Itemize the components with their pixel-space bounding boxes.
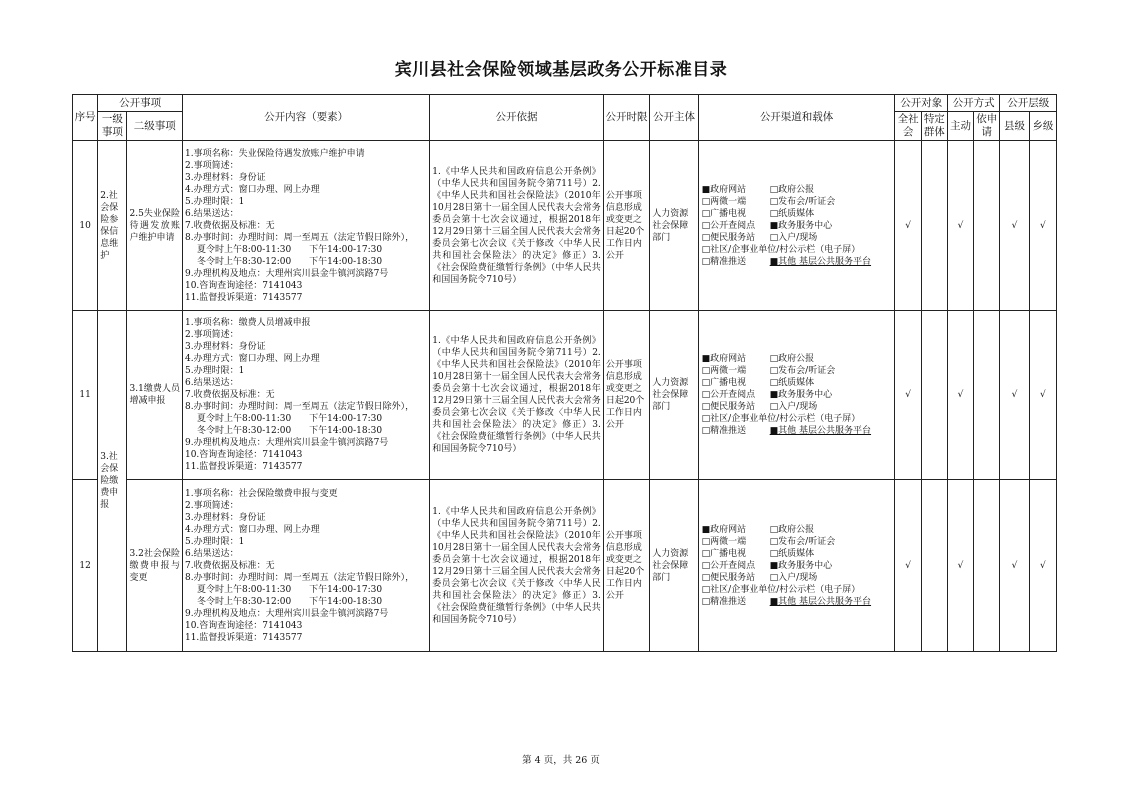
cell-seq: 12 — [73, 480, 98, 652]
content-line: 4.办理方式：窗口办理、网上办理 — [184, 354, 320, 364]
header-basis: 公开依据 — [430, 95, 604, 141]
channel-item: □政府公报 — [769, 354, 815, 364]
content-line: 10.咨询查询途径：7141043 — [184, 450, 303, 460]
channel-item: □精准推送 — [701, 426, 747, 436]
header-subject: 公开主体 — [650, 95, 698, 141]
channel-item: □广播电视 — [701, 548, 747, 559]
channel-item: □发布会/听证会 — [769, 196, 836, 207]
content-line: 10.咨询查询途径：7141043 — [184, 620, 303, 631]
content-line: 冬令时上午8:30-12:00 下午14:00-18:30 — [196, 426, 383, 436]
header-method-group: 公开方式 — [947, 95, 999, 112]
channel-item: □两微一端 — [701, 196, 747, 207]
content-line: 7.收费依据及标准：无 — [184, 560, 275, 571]
check-aud-spec — [921, 311, 947, 480]
channel-item: □社区/企事业单位/村公示栏（电子屏） — [701, 414, 861, 424]
cell-subject: 人力资源社会保障部门 — [650, 480, 698, 652]
channel-item: □广播电视 — [701, 378, 747, 388]
channel-item: ■其他 基层公共服务平台 — [769, 256, 872, 267]
channel-item: □入户/现场 — [769, 402, 818, 412]
page-footer: 第 4 页，共 26 页 — [522, 755, 600, 766]
cell-content — [182, 141, 429, 311]
check-town: √ — [1029, 311, 1056, 480]
channel-item: ■政府网站 — [701, 184, 747, 195]
content-line: 3.办理材料：身份证 — [184, 172, 266, 183]
table-row — [73, 141, 1057, 311]
cell-level2: 3.2社会保险缴费申报与变更 — [127, 480, 183, 652]
content-line: 5.办理时限：1 — [184, 366, 245, 376]
check-aud-spec — [921, 141, 947, 311]
content-line: 5.办理时限：1 — [184, 196, 245, 207]
channel-row — [702, 548, 895, 560]
cell-channels — [698, 311, 895, 480]
channel-item: □政府公报 — [769, 184, 815, 195]
channel-row — [702, 413, 895, 425]
cell-subject: 人力资源社会保障部门 — [650, 141, 698, 311]
cell-level2: 3.1缴费人员增减申报 — [127, 311, 183, 480]
channel-item: □两微一端 — [701, 536, 747, 547]
cell-basis: 1.《中华人民共和国政府信息公开条例》（中华人民共和国国务院令第711号）2.《中华人民共和国社会保险法》（2010年10月28日第十一届全国人民代表大会常务委员会第十七次会议通过，根据2018年12月29日第十三届全国人民代表大会常务委员会第七次会议《关于修改〈中华人民共和国社会保险法〉的决定》修正）3.《社会保险费征缴暂行条例》（中华人民共和国国务院令710号） — [430, 480, 604, 652]
page-title: 宾川县社会保险领域基层政务公开标准目录 — [394, 60, 728, 80]
content-line: 2.事项简述： — [184, 160, 239, 171]
header-seq: 序号 — [73, 95, 98, 141]
header-method-active: 主动 — [947, 112, 973, 141]
channel-item: □便民服务站 — [701, 232, 756, 243]
content-line: 夏令时上午8:00-11:30 下午14:00-17:30 — [196, 414, 383, 424]
channel-item: □两微一端 — [701, 366, 747, 376]
channel-item: □精准推送 — [701, 596, 747, 607]
content-line: 8.办事时间：办理时间：周一至周五（法定节假日除外）， — [184, 402, 415, 412]
content-line: 9.办理机构及地点：大理州宾川县金牛镇河滨路7号 — [184, 438, 389, 448]
channel-item: □纸质媒体 — [769, 548, 815, 559]
channel-item: ■其他 基层公共服务平台 — [769, 596, 872, 607]
catalog-table — [72, 94, 1057, 652]
header-audience-specific: 特定群体 — [921, 112, 947, 141]
cell-content — [182, 480, 429, 652]
channel-item: □纸质媒体 — [769, 208, 815, 219]
header-level-group: 公开层级 — [1000, 95, 1057, 112]
check-active: √ — [947, 311, 973, 480]
channel-item: □发布会/听证会 — [769, 536, 836, 547]
channel-row — [702, 596, 895, 608]
channel-item: □广播电视 — [701, 208, 747, 219]
channel-item: □发布会/听证会 — [769, 366, 836, 376]
header-level-county: 县级 — [1000, 112, 1029, 141]
check-aud-all: √ — [895, 311, 921, 480]
check-active: √ — [947, 141, 973, 311]
content-line: 2.事项简述： — [184, 500, 239, 511]
content-line: 夏令时上午8:00-11:30 下午14:00-17:30 — [196, 584, 383, 595]
content-line: 7.收费依据及标准：无 — [184, 220, 275, 231]
cell-level1: 3.社会保险缴费申报 — [98, 311, 127, 652]
content-line: 6.结果送达： — [184, 378, 239, 388]
header-level1: 一级事项 — [98, 112, 127, 141]
cell-time-limit: 公开事项信息形成或变更之日起20个工作日内公开 — [603, 141, 649, 311]
channel-row — [702, 184, 895, 196]
check-request — [974, 311, 1000, 480]
channel-item: □便民服务站 — [701, 402, 756, 412]
channel-item: □公开查阅点 — [701, 560, 756, 571]
check-aud-spec — [921, 480, 947, 652]
header-audience-group: 公开对象 — [895, 95, 947, 112]
channel-item: □便民服务站 — [701, 572, 756, 583]
channel-row — [702, 244, 895, 256]
channel-item: □入户/现场 — [769, 232, 818, 243]
header-level2: 二级事项 — [127, 112, 183, 141]
content-line: 2.事项简述： — [184, 330, 239, 340]
header-channels: 公开渠道和载体 — [698, 95, 895, 141]
channel-item: ■政府网站 — [701, 354, 747, 364]
channel-row — [702, 560, 895, 572]
content-line: 9.办理机构及地点：大理州宾川县金牛镇河滨路7号 — [184, 268, 389, 279]
content-line: 夏令时上午8:00-11:30 下午14:00-17:30 — [196, 244, 383, 255]
cell-level2: 2.5失业保险待遇发放账户维护申请 — [127, 141, 183, 311]
channel-row — [702, 353, 895, 365]
cell-content — [182, 311, 429, 480]
content-line: 7.收费依据及标准：无 — [184, 390, 275, 400]
channel-item: ■其他 基层公共服务平台 — [769, 426, 872, 436]
cell-subject: 人力资源社会保障部门 — [650, 311, 698, 480]
header-content: 公开内容（要素） — [182, 95, 429, 141]
channel-item: □纸质媒体 — [769, 378, 815, 388]
header-method-request: 依申请 — [974, 112, 1000, 141]
channel-row — [702, 425, 895, 437]
channel-item: □公开查阅点 — [701, 390, 756, 400]
channel-item: ■政府网站 — [701, 524, 747, 535]
content-line: 5.办理时限：1 — [184, 536, 245, 547]
content-line: 冬令时上午8:30-12:00 下午14:00-18:30 — [196, 596, 383, 607]
header-level-town: 乡级 — [1029, 112, 1056, 141]
content-line: 11.监督投诉渠道：7143577 — [184, 292, 303, 303]
channel-item: □精准推送 — [701, 256, 747, 267]
content-line: 8.办事时间：办理时间：周一至周五（法定节假日除外）， — [184, 572, 415, 583]
cell-level1: 2.社会保险参保信息维护 — [98, 141, 127, 311]
check-town: √ — [1029, 141, 1056, 311]
check-aud-all: √ — [895, 141, 921, 311]
check-active: √ — [947, 480, 973, 652]
channel-row — [702, 365, 895, 377]
channel-item: □政府公报 — [769, 524, 815, 535]
channel-row — [702, 401, 895, 413]
cell-seq: 11 — [73, 311, 98, 480]
channel-item: □社区/企事业单位/村公示栏（电子屏） — [701, 244, 861, 255]
check-request — [974, 141, 1000, 311]
check-county: √ — [1000, 141, 1029, 311]
channel-item: ■政务服务中心 — [769, 560, 833, 571]
content-line: 11.监督投诉渠道：7143577 — [184, 632, 303, 643]
content-line: 6.结果送达： — [184, 208, 239, 219]
channel-item: □公开查阅点 — [701, 220, 756, 231]
header-time-limit: 公开时限 — [603, 95, 649, 141]
channel-row — [702, 196, 895, 208]
channel-row — [702, 572, 895, 584]
channel-item: ■政务服务中心 — [769, 220, 833, 231]
channel-row — [702, 377, 895, 389]
check-county: √ — [1000, 480, 1029, 652]
content-line: 4.办理方式：窗口办理、网上办理 — [184, 184, 320, 195]
content-line: 4.办理方式：窗口办理、网上办理 — [184, 524, 320, 535]
check-aud-all: √ — [895, 480, 921, 652]
content-line: 11.监督投诉渠道：7143577 — [184, 462, 303, 472]
channel-row — [702, 524, 895, 536]
cell-time-limit: 公开事项信息形成或变更之日起20个工作日内公开 — [603, 480, 649, 652]
header-items-group: 公开事项 — [98, 95, 183, 112]
content-line: 10.咨询查询途径：7141043 — [184, 280, 303, 291]
channel-row — [702, 220, 895, 232]
cell-seq: 10 — [73, 141, 98, 311]
table-row — [73, 480, 1057, 652]
channel-row — [702, 536, 895, 548]
channel-row — [702, 584, 895, 596]
content-line: 3.办理材料：身份证 — [184, 512, 266, 523]
header-audience-all: 全社会 — [895, 112, 921, 141]
channel-row — [702, 256, 895, 268]
cell-channels — [698, 480, 895, 652]
content-line: 冬令时上午8:30-12:00 下午14:00-18:30 — [196, 256, 383, 267]
cell-channels — [698, 141, 895, 311]
content-line: 1.事项名称：缴费人员增减申报 — [184, 318, 311, 328]
content-line: 6.结果送达： — [184, 548, 239, 559]
channel-item: □社区/企事业单位/村公示栏（电子屏） — [701, 584, 861, 595]
cell-basis: 1.《中华人民共和国政府信息公开条例》（中华人民共和国国务院令第711号）2.《中华人民共和国社会保险法》（2010年10月28日第十一届全国人民代表大会常务委员会第十七次会议通过，根据2018年12月29日第十三届全国人民代表大会常务委员会第七次会议《关于修改〈中华人民共和国社会保险法〉的决定》修正）3.《社会保险费征缴暂行条例》（中华人民共和国国务院令710号） — [430, 311, 604, 480]
check-county: √ — [1000, 311, 1029, 480]
channel-item: □入户/现场 — [769, 572, 818, 583]
check-town: √ — [1029, 480, 1056, 652]
content-line: 1.事项名称：社会保险缴费申报与变更 — [184, 488, 338, 499]
channel-row — [702, 232, 895, 244]
table-row — [73, 311, 1057, 480]
channel-row — [702, 389, 895, 401]
cell-time-limit: 公开事项信息形成或变更之日起20个工作日内公开 — [603, 311, 649, 480]
content-line: 1.事项名称：失业保险待遇发放账户维护申请 — [184, 148, 365, 159]
content-line: 8.办事时间：办理时间：周一至周五（法定节假日除外）， — [184, 232, 415, 243]
channel-row — [702, 208, 895, 220]
channel-item: ■政务服务中心 — [769, 390, 833, 400]
content-line: 9.办理机构及地点：大理州宾川县金牛镇河滨路7号 — [184, 608, 389, 619]
cell-basis: 1.《中华人民共和国政府信息公开条例》（中华人民共和国国务院令第711号）2.《中华人民共和国社会保险法》（2010年10月28日第十一届全国人民代表大会常务委员会第十七次会议通过，根据2018年12月29日第十三届全国人民代表大会常务委员会第七次会议《关于修改〈中华人民共和国社会保险法〉的决定》修正）3.《社会保险费征缴暂行条例》（中华人民共和国国务院令710号） — [430, 141, 604, 311]
content-line: 3.办理材料：身份证 — [184, 342, 266, 352]
check-request — [974, 480, 1000, 652]
